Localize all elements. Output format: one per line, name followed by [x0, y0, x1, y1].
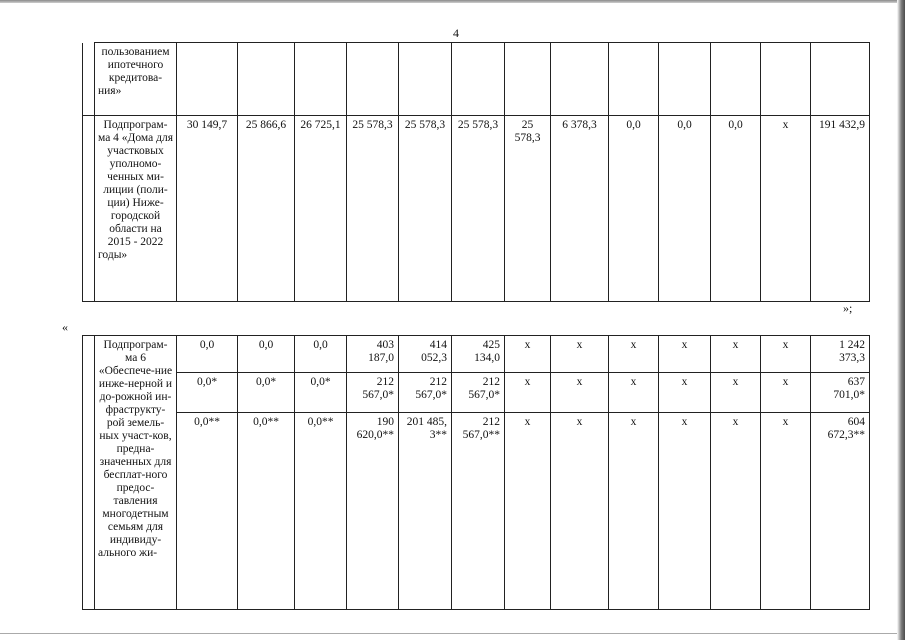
value-cell: х — [551, 373, 609, 413]
value-cell: х — [505, 373, 551, 413]
value-cell: 25 578,3 — [505, 116, 551, 302]
opening-quote: « — [62, 320, 68, 334]
value-cell: 0,0** — [238, 413, 295, 610]
value-cell: х — [711, 413, 761, 610]
total-cell: 637 701,0* — [811, 373, 870, 413]
table-row — [83, 43, 870, 116]
value-cell: х — [505, 336, 551, 373]
value-cell: х — [659, 413, 711, 610]
value-cell: 25 578,3 — [452, 116, 505, 302]
value-cell: 26 725,1 — [295, 116, 347, 302]
value-cell: х — [711, 373, 761, 413]
value-cell: х — [761, 373, 811, 413]
value-cell: 25 578,3 — [399, 116, 452, 302]
value-cell: 0,0* — [238, 373, 295, 413]
blank-cell — [83, 43, 95, 116]
total-cell: 1 242 373,3 — [811, 336, 870, 373]
value-cell: 0,0** — [295, 413, 347, 610]
value-cell: х — [551, 336, 609, 373]
scan-right-edge — [897, 0, 905, 640]
budget-table-continued — [82, 42, 870, 302]
value-cell: 403 187,0 — [347, 336, 399, 373]
page-number: 4 — [453, 26, 459, 40]
table-row — [83, 373, 870, 413]
table-row — [83, 413, 870, 610]
value-cell: 414 052,3 — [399, 336, 452, 373]
value-cell: х — [609, 413, 659, 610]
value-cell: х — [761, 116, 811, 302]
value-cell: 0,0* — [177, 373, 238, 413]
value-cell: 25 866,6 — [238, 116, 295, 302]
value-cell: 0,0 — [295, 336, 347, 373]
scan-top-edge — [0, 0, 905, 3]
value-cell: 0,0** — [177, 413, 238, 610]
value-cell: 0,0 — [238, 336, 295, 373]
value-cell: 0,0 — [659, 116, 711, 302]
total-cell: 191 432,9 — [811, 116, 870, 302]
value-cell: 212 567,0* — [399, 373, 452, 413]
subprogram-4-name: Подпрограм-ма 4 «Дома для участковых уполномо-ченных ми-лиции (поли-ции) Ниже-городской области на 2015 - 2022 годы» — [95, 116, 177, 302]
value-cell: 212 567,0** — [452, 413, 505, 610]
value-cell: х — [711, 336, 761, 373]
scan-bottom-line — [0, 633, 897, 634]
value-cell: х — [609, 336, 659, 373]
value-cell: 0,0 — [711, 116, 761, 302]
value-cell: 212 567,0* — [452, 373, 505, 413]
table-row — [83, 336, 870, 373]
value-cell: 212 567,0* — [347, 373, 399, 413]
total-cell: 604 672,3** — [811, 413, 870, 610]
value-cell: х — [609, 373, 659, 413]
blank-cell — [83, 116, 95, 302]
row-name-cell: пользованием ипотечного кредитова-ния» — [95, 43, 177, 116]
value-cell: 0,0 — [177, 336, 238, 373]
value-cell: х — [551, 413, 609, 610]
value-cell: х — [659, 373, 711, 413]
value-cell: 25 578,3 — [347, 116, 399, 302]
value-cell: х — [505, 413, 551, 610]
subprogram-6-name: Подпрограм-ма 6 «Обеспече-ние инже-нерной и до-рожной ин-фраструкту-рой земель-ных участ-ков, предна-значенных для бесплат-ного предос-тавления многодетным семьям для индивиду-ального жи- — [95, 336, 177, 610]
value-cell: 30 149,7 — [177, 116, 238, 302]
value-cell: 0,0* — [295, 373, 347, 413]
closing-quote: »; — [843, 301, 853, 315]
value-cell: 190 620,0** — [347, 413, 399, 610]
blank-cell — [83, 336, 95, 610]
value-cell: 425 134,0 — [452, 336, 505, 373]
value-cell: 0,0 — [609, 116, 659, 302]
value-cell: х — [761, 336, 811, 373]
value-cell: 6 378,3 — [551, 116, 609, 302]
budget-table-amendment — [82, 335, 870, 610]
table-row — [83, 116, 870, 302]
value-cell: х — [659, 336, 711, 373]
value-cell: х — [761, 413, 811, 610]
value-cell: 201 485, 3** — [399, 413, 452, 610]
